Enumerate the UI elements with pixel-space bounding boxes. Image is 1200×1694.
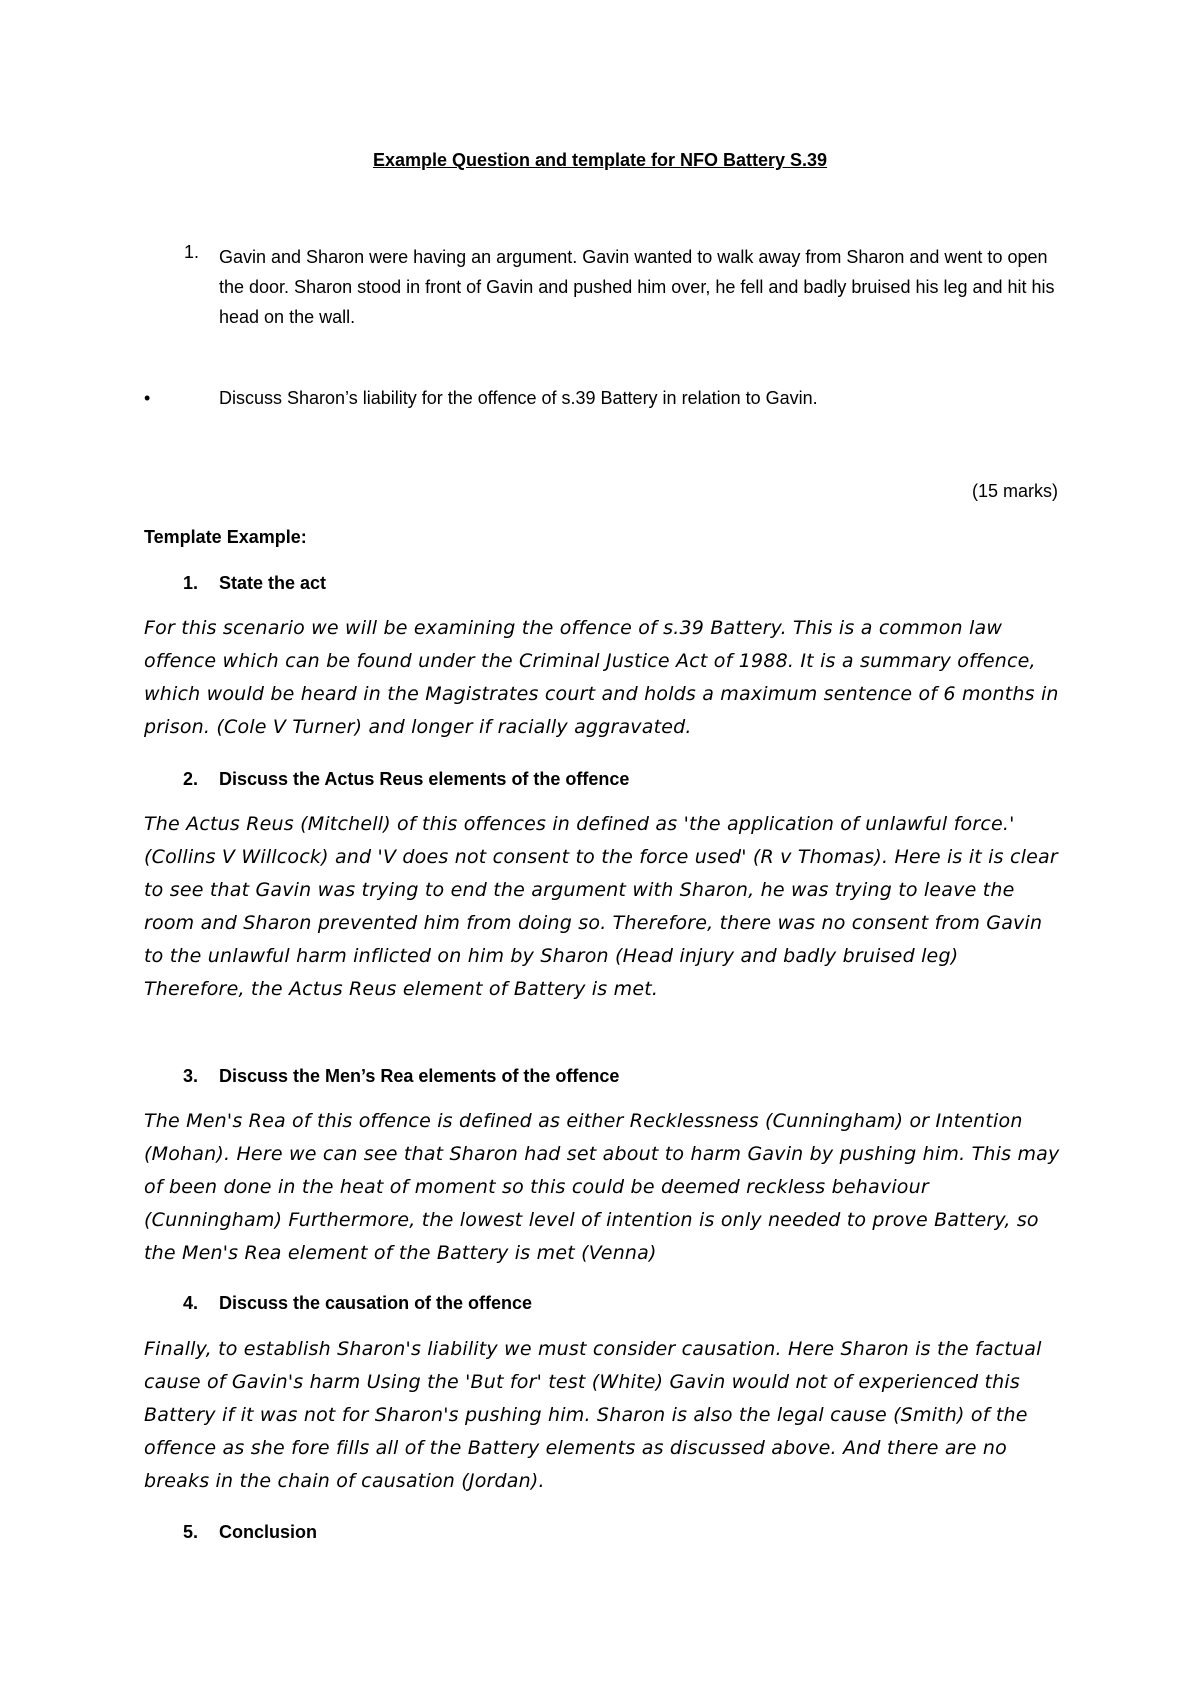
step-heading <box>183 573 326 594</box>
task-bullet: • <box>144 388 151 408</box>
step-number: 5. <box>183 1522 199 1542</box>
question-number: 1. <box>184 242 200 262</box>
step-heading-text: Discuss the Actus Reus elements of the offence <box>219 769 630 789</box>
step-heading <box>183 1293 532 1314</box>
step-heading-text: Conclusion <box>219 1522 317 1542</box>
task-text: Discuss Sharon’s liability for the offence of s.39 Battery in relation to Gavin. <box>219 388 818 408</box>
step-heading-text: Discuss the Men’s Rea elements of the offence <box>219 1066 620 1086</box>
step-answer: For this scenario we will be examining the offence of s.39 Battery. This is a common law offence which can be found under the Criminal Justice Act of 1988. It is a summary offence, which would be heard in the Magistrates court and holds a maximum sentence of 6 months in prison. (Cole V Turner) and longer if racially aggravated. <box>144 617 1059 738</box>
step-number: 2. <box>183 769 199 789</box>
step-heading <box>183 769 629 790</box>
template-heading: Template Example: <box>144 527 307 547</box>
step-answer: Finally, to establish Sharon's liability we must consider causation. Here Sharon is the factual cause of Gavin's harm Using the 'But for' test (White) Gavin would not of experienced this Battery if it was not for Sharon's pushing him. Sharon is also the legal cause (Smith) of the offence as she fore fills all of the Battery elements as discussed above. And there are no breaks in the chain of causation (Jordan). <box>144 1338 1042 1492</box>
step-answer: The Men's Rea of this offence is defined as either Recklessness (Cunningham) or Intention (Mohan). Here we can see that Sharon had set about to harm Gavin by pushing him. This may of been done in the heat of moment so this could be deemed reckless behaviour (Cunningham) Furthermore, the lowest level of intention is only needed to prove Battery, so the Men's Rea element of the Battery is met (Venna) <box>144 1110 1060 1264</box>
step-heading-text: Discuss the causation of the offence <box>219 1293 533 1313</box>
marks-label: (15 marks) <box>971 481 1058 501</box>
step-number: 1. <box>183 573 199 593</box>
step-heading <box>183 1066 619 1087</box>
step-heading <box>183 1522 317 1543</box>
step-number: 3. <box>183 1066 199 1086</box>
step-number: 4. <box>183 1293 199 1313</box>
document-title: Example Question and template for NFO Battery S.39 <box>372 150 828 170</box>
question-text: Gavin and Sharon were having an argument. Gavin wanted to walk away from Sharon and went to open the door. Sharon stood in front of Gavin and pushed him over, he fell and badly bruised his leg and hit his head on the wall. <box>219 247 1055 327</box>
step-heading-text: State the act <box>219 573 327 593</box>
step-answer: The Actus Reus (Mitchell) of this offences in defined as 'the application of unlawful force.' (Collins V Willcock) and 'V does not consent to the force used' (R v Thomas). Here is it is clear to see that Gavin was trying to end the argument with Sharon, he was trying to leave the room and Sharon prevented him from doing so. Therefore, there was no consent from Gavin to the unlawful harm inflicted on him by Sharon (Head injury and badly bruised leg) Therefore, the Actus Reus element of Battery is met. <box>144 813 1058 1000</box>
